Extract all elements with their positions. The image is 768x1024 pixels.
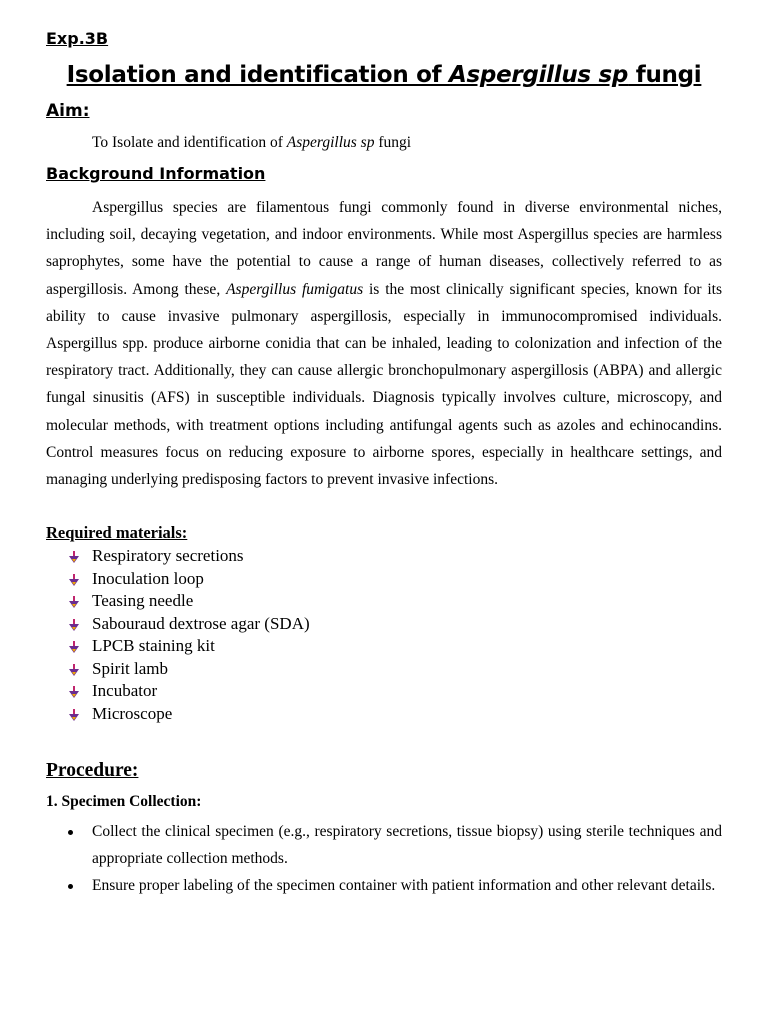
down-arrow-bullet-icon [68,596,80,608]
title-italic-species: Aspergillus sp [449,62,629,88]
title-text: Isolation and identification of [66,62,450,88]
materials-list-item [46,635,310,658]
down-arrow-bullet-icon [68,641,80,653]
step-1-bullet-list [46,818,722,900]
materials-list-item [46,658,310,681]
background-heading: Background Information [46,164,266,183]
material-label: Inoculation loop [92,568,204,588]
materials-list [46,545,310,725]
title-text-end: fungi [628,62,702,88]
background-text-2: is the most clinically significant species, known for its ability to cause invasive pulmonary aspergillosis, especially in immunocompromised individuals. Aspergillus spp. produce airborne conidia that can be inhaled, leading to colonization and infection of the respiratory tract. Additionally, they can cause allergic bronchopulmonary aspergillosis (ABPA) and allergic fungal sinusitis (AFS) in susceptible individuals. Diagnosis typically involves culture, microscopy, and molecular methods, with treatment options including antifungal agents such as azoles and echinocandins. Control measures focus on reducing exposure to airborne spores, especially in healthcare settings, and managing underlying predisposing factors to prevent invasive infections. [46,280,722,489]
bullet-text: Collect the clinical specimen (e.g., respiratory secretions, tissue biopsy) using sterile techniques and appropriate collection methods. [92,823,722,868]
bullet-dot-icon [68,884,73,889]
material-label: Sabouraud dextrose agar (SDA) [92,613,310,633]
material-label: LPCB staining kit [92,636,215,655]
aim-italic-species: Aspergillus sp [286,134,375,151]
materials-list-item [46,680,310,703]
step-1-bullet [46,818,722,872]
aim-text [92,134,411,152]
down-arrow-bullet-icon [68,551,80,563]
materials-heading: Required materials: [46,523,188,542]
procedure-heading: Procedure: [46,760,139,781]
bullet-dot-icon [68,830,73,835]
materials-list-item [46,590,310,613]
down-arrow-bullet-icon [68,686,80,698]
step-1-heading: 1. Specimen Collection: [46,793,202,810]
step-1-bullet [46,872,722,899]
materials-list-item [46,703,310,726]
materials-list-item [46,545,310,568]
down-arrow-bullet-icon [68,574,80,586]
aim-text-end: fungi [374,134,412,151]
down-arrow-bullet-icon [68,709,80,721]
down-arrow-bullet-icon [68,619,80,631]
page-title [46,62,722,88]
material-label: Respiratory secretions [92,546,244,565]
material-label: Incubator [92,681,158,700]
experiment-number: Exp.3B [46,29,109,48]
aim-text-start: To Isolate and identification of [92,134,287,151]
materials-list-item [46,568,310,591]
materials-list-item [46,613,310,636]
down-arrow-bullet-icon [68,664,80,676]
material-label: Microscope [92,703,173,723]
aim-heading: Aim: [46,101,90,121]
background-italic-species: Aspergillus fumigatus [226,280,364,298]
background-text-1: Aspergillus species are filamentous fungi commonly found in diverse environmental niches, including soil, decaying vegetation, and indoor environments. While most Aspergillus species are harmless saprophytes, some have the potential to cause a range of human diseases, collectively referred to as aspergillosis. Among these, [46,199,722,298]
background-paragraph [46,194,722,493]
material-label: Spirit lamb [92,658,169,678]
material-label: Teasing needle [92,591,194,610]
bullet-text: Ensure proper labeling of the specimen container with patient information and other relevant details. [92,877,716,895]
